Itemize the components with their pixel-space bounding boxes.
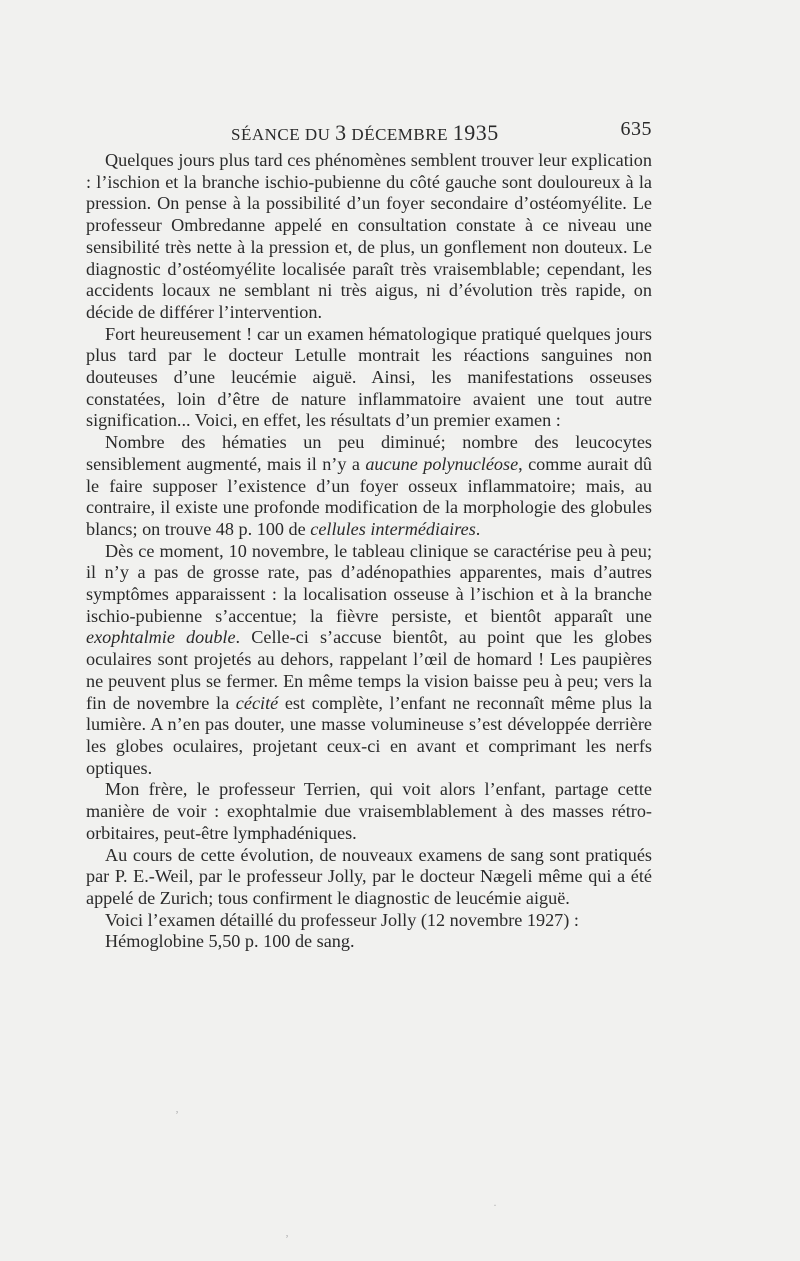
text-run: . Celle-ci s’accuse bientôt, au point que les globes oculaires sont projetés au dehors, rappelant l’œil de homard ! Les paupières ne peuvent plus se fermer. En même temps la vision baisse peu à peu; vers la fin de novembre la — [86, 627, 652, 713]
text-run: . — [475, 518, 481, 539]
paragraph-6: Au cours de cette évolution, de nouveaux examens de sang sont pratiqués par P. E.-Weil, par le professeur Jolly, par le docteur Nægeli même qui a été appelé de Zurich; tous confirment le diagnostic de leucémie aiguë. — [86, 844, 652, 908]
paragraph-3 — [86, 432, 652, 541]
paragraph-7: Voici l’examen détaillé du professeur Jolly (12 novembre 1927) : — [105, 909, 579, 930]
paragraph-1: Quelques jours plus tard ces phénomènes semblent trouver leur explication : l’ischion et la branche ischio-pubienne du côté gauche sont douloureux à la pression. On pense à la possibilité d’un foyer secondaire d’ostéomyélite. Le professeur Ombredanne appelé en consultation constate à ce niveau une sensibilité très nette à la pression et, de plus, un gonflement non douteux. Le diagnostic d’ostéomyélite localisée paraît très vraisemblable; cependant, les accidents locaux ne semblant ni très aigus, ni d’évolution très rapide, on décide de différer l’intervention. — [86, 150, 652, 322]
page-number: 635 — [620, 118, 652, 140]
text-run: est complète, l’enfant ne reconnaît même plus la lumière. A n’en pas douter, une masse volumineuse s’est développée derrière les globes oculaires, projetant ceux-ci en avant et comprimant les nerfs optiques. — [86, 692, 653, 778]
running-title — [231, 120, 499, 146]
title-year: 1935 — [452, 120, 499, 145]
paragraph-2: Fort heureusement ! car un examen hématologique pratiqué quelques jours plus tard par le docteur Letulle montrait les réactions sanguines non douteuses d’une leucémie aiguë. Ainsi, les manifestations osseuses constatées, loin d’être de nature inflammatoire avaient une tout autre signification... Voici, en effet, les résultats d’un premier examen : — [86, 323, 652, 431]
paper-speck: · — [493, 1198, 497, 1212]
paper-speck: ʼ — [285, 1232, 289, 1246]
title-part: DÉCEMBRE — [346, 125, 453, 144]
page — [86, 116, 652, 953]
paragraph-8: Hémoglobine 5,50 p. 100 de sang. — [105, 931, 355, 952]
title-part: SÉANCE DU — [231, 125, 336, 144]
title-day: 3 — [335, 120, 347, 145]
running-header — [86, 116, 652, 150]
body-text — [86, 150, 652, 953]
italic-text: cécité — [235, 692, 279, 713]
italic-text: cellules intermédiaires — [310, 518, 476, 539]
text-run: Nombre des hématies un peu diminué; nombre des leucocytes sensiblement augmenté, mais il n’y a — [86, 432, 652, 474]
paragraph-5: Mon frère, le professeur Terrien, qui voit alors l’enfant, partage cette manière de voir : exophtalmie due vraisemblablement à des masses rétro-orbitaires, peut-être lymphadéniques. — [86, 779, 652, 843]
italic-text: aucune polynucléose — [365, 453, 519, 474]
italic-text: exophtalmie double — [86, 627, 236, 648]
paragraph-4 — [86, 541, 652, 780]
paper-speck: ʼ — [175, 1108, 179, 1122]
text-run: Dès ce moment, 10 novembre, le tableau clinique se caractérise peu à peu; il n’y a pas de grosse rate, pas d’adénopathies apparentes, mais d’autres symptômes apparaissent : la localisation osseuse à l’ischion et à la branche ischio-pubienne s’accentue; la fièvre persiste, et bientôt apparaît une — [86, 540, 652, 626]
text-run: , comme aurait dû le faire supposer l’existence d’un foyer osseux inflammatoire; mais, au contraire, il existe une profonde modification de la morphologie des globules blancs; on trouve 48 p. 100 de — [86, 453, 653, 539]
